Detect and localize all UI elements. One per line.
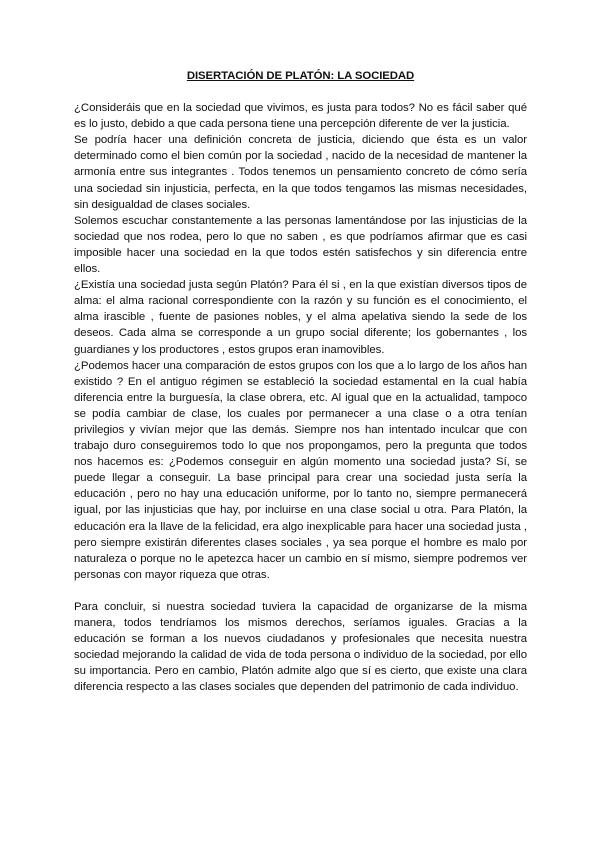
paragraph-definition: Se podría hacer una definición concreta de justicia, diciendo que ésta es un valor determinado como el bien común por la sociedad , nacido de la necesidad de mantener la armonía entre sus integrantes . Todos tenemos un pensamiento concreto de cómo sería una sociedad sin injusticia, perfecta, en la que todos tengamos las mismas necesidades, sin desigualdad de clases sociales. <box>74 134 527 211</box>
paragraph-comparison: ¿Podemos hacer una comparación de estos grupos con los que a lo largo de los años han existido ? En el antiguo régimen se estableció la sociedad estamental en la cual había diferencia entre la burguesía, la clase obrera, etc. Al igual que en la actualidad, tampoco se podía cambiar de clase, los cuales por permanecer a una clase o a otra tenían privilegios y vivían mejor que las demás. Siempre nos han intentado inculcar que con trabajo duro conseguiremos todo lo que nos propongamos, pero la pregunta que todos nos hacemos es: ¿Podemos conseguir en algún momento una sociedad justa? Sí, se puede llegar a conseguir. La base principal para crear una sociedad justa sería la educación , pero no hay una educación uniforme, por lo tanto no, siempre permanecerá igual, por las injusticias que hay, por incluirse en una clase social u otra. Para Platón, la educación era la llave de la felicidad, era algo inexplicable para hacer una sociedad justa , pero siempre existirán diferentes clases sociales , ya sea porque el hombre es malo por naturaleza o porque no le apetezca hacer un cambio en sí mismo, siempre podremos ver personas con mayor riqueza que otras. <box>74 359 527 581</box>
document-page <box>74 68 527 695</box>
paragraph-plato-souls: ¿Existía una sociedad justa según Platón? Para él si , en la que existían diversos tipos de alma: el alma racional correspondiente con la razón y su función es el conocimiento, el alma irascible , fuente de pasiones nobles, y el alma apelativa siendo la sede de los deseos. Cada alma se corresponde a un grupo social diferente; los gobernantes , los guardianes y los productores , estos grupos eran inamovibles. <box>74 279 527 356</box>
paragraph-conclusion: Para concluir, si nuestra sociedad tuviera la capacidad de organizarse de la misma manera, todos tendríamos los mismos derechos, seríamos iguales. Gracias a la educación se forman a los nuevos ciudadanos y profesionales que necesita nuestra sociedad mejorando la calidad de vida de toda persona o individuo de la sociedad, por ello su importancia. Pero en cambio, Platón admite algo que sí es cierto, que existe una clara diferencia respecto a las clases sociales que dependen del patrimonio de cada individuo. <box>74 600 527 694</box>
paragraph-intro: ¿Consideráis que en la sociedad que vivimos, es justa para todos? No es fácil saber qué es lo justo, debido a que cada persona tiene una percepción diferente de ver la justicia. <box>74 102 527 131</box>
paragraph-complaints: Solemos escuchar constantemente a las personas lamentándose por las injusticias de la sociedad que nos rodea, pero lo que no saben , es que podríamos afirmar que es casi imposible hacer una sociedad en la que todos estén satisfechos y sin diferencia entre ellos. <box>74 214 527 276</box>
document-title: DISERTACIÓN DE PLATÓN: LA SOCIEDAD <box>186 70 415 82</box>
paragraph-spacer <box>74 583 527 599</box>
